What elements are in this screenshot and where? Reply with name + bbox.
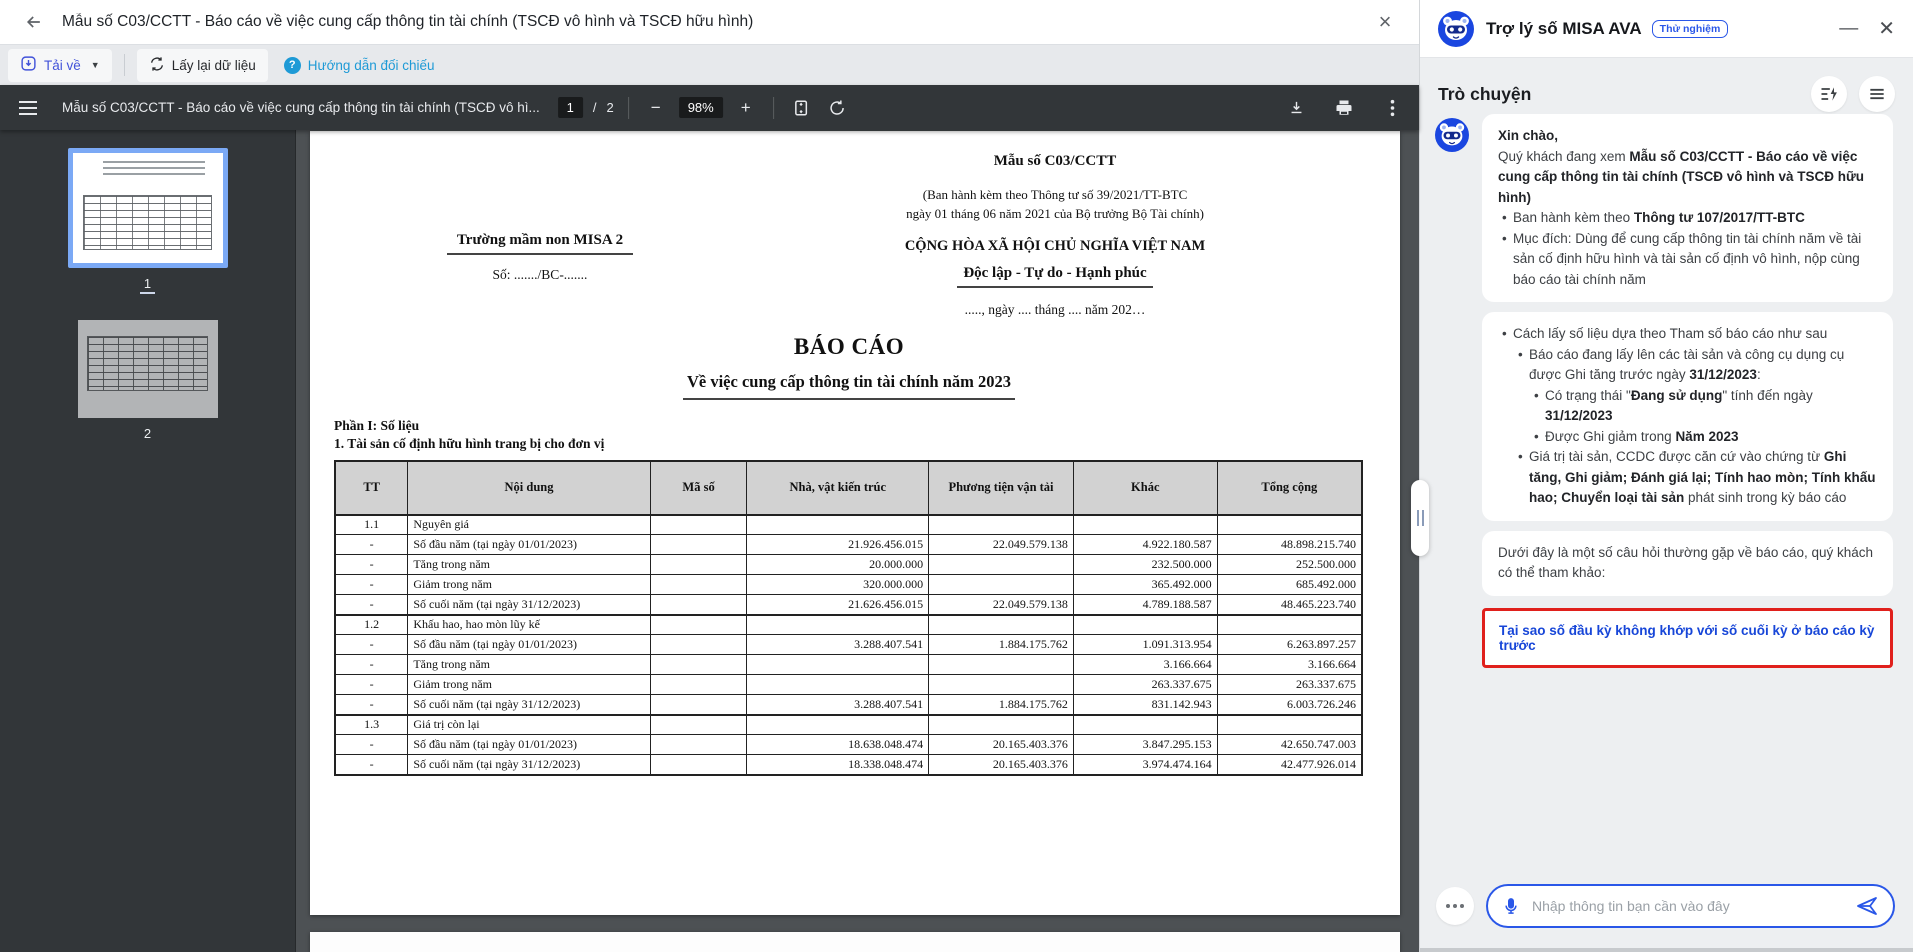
table-cell: 18.338.048.474 bbox=[747, 755, 929, 775]
table-cell: - bbox=[335, 575, 408, 595]
close-panel-icon[interactable]: ✕ bbox=[1878, 18, 1895, 40]
table-cell: - bbox=[335, 635, 408, 655]
national-title: CỘNG HÒA XÃ HỘI CHỦ NGHĨA VIỆT NAM bbox=[904, 237, 1206, 254]
thumbnail-text-lines bbox=[103, 161, 205, 179]
total-pages: 2 bbox=[606, 100, 614, 115]
table-cell: 263.337.675 bbox=[1217, 675, 1362, 695]
back-arrow-icon[interactable] bbox=[20, 8, 48, 36]
report-actionbar bbox=[0, 44, 1419, 85]
thumbnail-table-grid bbox=[83, 195, 212, 250]
table-cell bbox=[650, 575, 747, 595]
table-cell bbox=[929, 715, 1074, 735]
chat-bubble: Xin chào, Quý khách đang xem Mẫu số C03/CCTT - Báo cáo về việc cung cấp thông tin tài chính (TSCĐ vô hình và TSCĐ hữu hình) • Ban hành kèm theo Thông tư 107/2017/TT-BTC • Mục đích: Dùng để cung cấp thông tin tài chính năm về tài sản cố định hữu hình và tài sản cố định vô hình, nộp cùng báo cáo tài chính năm bbox=[1482, 114, 1893, 302]
report-title: BÁO CÁO bbox=[793, 333, 905, 359]
chat-input-pill[interactable] bbox=[1486, 884, 1895, 928]
chat-input[interactable] bbox=[1532, 898, 1853, 914]
table-row bbox=[335, 755, 1362, 775]
page-thumbnail-2[interactable] bbox=[78, 320, 218, 418]
table-row bbox=[335, 655, 1362, 675]
chat-input-bar bbox=[1420, 874, 1913, 952]
pdf-toolbar-right bbox=[1283, 95, 1405, 121]
table-cell: Nguyên giá bbox=[408, 515, 650, 535]
pdf-canvas bbox=[296, 130, 1419, 952]
table-row bbox=[335, 615, 1362, 635]
table-cell: 365.492.000 bbox=[1073, 575, 1217, 595]
table-cell bbox=[1073, 715, 1217, 735]
table-cell bbox=[929, 655, 1074, 675]
table-header: Phương tiện vận tải bbox=[929, 461, 1074, 515]
table-cell bbox=[650, 715, 747, 735]
table-cell: 1.884.175.762 bbox=[929, 695, 1074, 715]
table-cell bbox=[650, 515, 747, 535]
table-cell bbox=[650, 755, 747, 775]
table-cell: - bbox=[335, 755, 408, 775]
table-cell: Số cuối năm (tại ngày 31/12/2023) bbox=[408, 595, 650, 615]
page-separator: / bbox=[592, 100, 597, 115]
issued-line-2: ngày 01 tháng 06 năm 2021 của Bộ trưởng Bộ Tài chính) bbox=[906, 205, 1204, 221]
table-header: Nhà, vật kiến trúc bbox=[747, 461, 929, 515]
faq-suggestion-button[interactable]: Tại sao số đầu kỳ không khớp với số cuối kỳ ở báo cáo kỳ trước bbox=[1482, 608, 1893, 668]
org-name: Trường mầm non MISA 2 bbox=[447, 232, 633, 255]
download-box-icon bbox=[20, 55, 37, 75]
table-row bbox=[335, 635, 1362, 655]
table-cell: 20.165.403.376 bbox=[929, 755, 1074, 775]
table-cell: 232.500.000 bbox=[1073, 555, 1217, 575]
thumbnail-label-2[interactable]: 2 bbox=[143, 426, 152, 441]
refresh-button-label: Lấy lại dữ liệu bbox=[171, 57, 256, 73]
table-cell: Tăng trong năm bbox=[408, 555, 650, 575]
table-cell bbox=[650, 615, 747, 635]
table-cell bbox=[650, 695, 747, 715]
issued-line-1: (Ban hành kèm theo Thông tư số 39/2021/TT-BTC bbox=[922, 187, 1188, 202]
table-cell: 1.1 bbox=[335, 515, 408, 535]
assistant-panel bbox=[1419, 0, 1913, 952]
window-title: Mẫu số C03/CCTT - Báo cáo về việc cung cấp thông tin tài chính (TSCĐ vô hình và TSCĐ hữu hình) bbox=[62, 13, 754, 30]
table-cell bbox=[747, 515, 929, 535]
table-header: TT bbox=[335, 461, 408, 515]
table-cell bbox=[1073, 515, 1217, 535]
window-titlebar bbox=[0, 0, 1419, 44]
chat-bubble: Dưới đây là một số câu hỏi thường gặp về báo cáo, quý khách có thể tham khảo: bbox=[1482, 531, 1893, 596]
table-row bbox=[335, 535, 1362, 555]
table-row bbox=[335, 595, 1362, 615]
table-cell bbox=[1217, 615, 1362, 635]
table-cell bbox=[747, 715, 929, 735]
form-number: Mẫu số C03/CCTT bbox=[993, 153, 1117, 169]
thumbnail-sidebar bbox=[0, 130, 296, 952]
table-cell: 6.263.897.257 bbox=[1217, 635, 1362, 655]
print-icon[interactable] bbox=[1331, 95, 1357, 121]
table-cell: 3.166.664 bbox=[1217, 655, 1362, 675]
table-cell: Khấu hao, hao mòn lũy kế bbox=[408, 615, 650, 635]
pdf-body bbox=[0, 130, 1419, 952]
table-cell: 22.049.579.138 bbox=[929, 535, 1074, 555]
table-cell: Số đầu năm (tại ngày 01/01/2023) bbox=[408, 635, 650, 655]
table-cell: 21.926.456.015 bbox=[747, 535, 929, 555]
table-cell bbox=[650, 655, 747, 675]
table-cell bbox=[1217, 715, 1362, 735]
table-cell: 1.2 bbox=[335, 615, 408, 635]
refresh-data-button[interactable] bbox=[137, 49, 268, 82]
table-cell bbox=[650, 735, 747, 755]
table-cell: 3.288.407.541 bbox=[747, 695, 929, 715]
table-cell: - bbox=[335, 595, 408, 615]
table-cell bbox=[747, 615, 929, 635]
minimize-icon[interactable]: — bbox=[1839, 17, 1859, 39]
table-cell: 1.3 bbox=[335, 715, 408, 735]
table-cell: Số đầu năm (tại ngày 01/01/2023) bbox=[408, 535, 650, 555]
table-row bbox=[335, 695, 1362, 715]
guide-link-label: Hướng dẫn đối chiếu bbox=[307, 57, 435, 73]
actionbar-divider bbox=[124, 54, 125, 76]
table-header: Mã số bbox=[650, 461, 747, 515]
table-cell: 20.000.000 bbox=[747, 555, 929, 575]
table-cell: - bbox=[335, 735, 408, 755]
toolbar-divider bbox=[773, 97, 774, 119]
table-cell: Giảm trong năm bbox=[408, 575, 650, 595]
table-cell: - bbox=[335, 535, 408, 555]
toolbar-divider bbox=[628, 97, 629, 119]
table-cell: 42.650.747.003 bbox=[1217, 735, 1362, 755]
report-subtitle: Về việc cung cấp thông tin tài chính năm 2023 bbox=[683, 372, 1015, 400]
table-cell: 6.003.726.246 bbox=[1217, 695, 1362, 715]
more-options-icon[interactable] bbox=[1379, 95, 1405, 121]
report-page-1 bbox=[310, 131, 1400, 915]
zoom-in-button[interactable]: + bbox=[740, 97, 751, 117]
table-cell: 3.166.664 bbox=[1073, 655, 1217, 675]
section-heading-1: Phần I: Số liệu bbox=[334, 417, 420, 433]
table-cell: 252.500.000 bbox=[1217, 555, 1362, 575]
report-table bbox=[334, 460, 1363, 776]
table-cell: Tăng trong năm bbox=[408, 655, 650, 675]
chevron-down-icon[interactable]: ▼ bbox=[90, 60, 100, 70]
pdf-toolbar bbox=[0, 85, 1419, 130]
comparison-guide-link[interactable] bbox=[284, 57, 435, 74]
chat-message-row bbox=[1435, 531, 1893, 596]
panel-resize-handle[interactable] bbox=[1411, 480, 1429, 556]
table-cell bbox=[1073, 615, 1217, 635]
table-cell: 22.049.579.138 bbox=[929, 595, 1074, 615]
table-cell: Số đầu năm (tại ngày 01/01/2023) bbox=[408, 735, 650, 755]
table-cell: 21.626.456.015 bbox=[747, 595, 929, 615]
table-cell: 1.091.313.954 bbox=[1073, 635, 1217, 655]
table-row bbox=[335, 555, 1362, 575]
table-cell: 48.465.223.740 bbox=[1217, 595, 1362, 615]
microphone-icon[interactable] bbox=[1498, 893, 1524, 919]
page-thumbnail-1[interactable] bbox=[68, 148, 228, 268]
fit-to-page-icon[interactable] bbox=[788, 95, 814, 121]
chat-message-row bbox=[1435, 312, 1893, 521]
table-cell: 263.337.675 bbox=[1073, 675, 1217, 695]
chat-messages bbox=[1420, 110, 1913, 874]
report-page-2-edge bbox=[310, 932, 1400, 952]
table-header: Nội dung bbox=[408, 461, 650, 515]
table-cell: 3.847.295.153 bbox=[1073, 735, 1217, 755]
table-cell: Giá trị còn lại bbox=[408, 715, 650, 735]
table-cell bbox=[747, 675, 929, 695]
thumbnail-label-1[interactable]: 1 bbox=[140, 276, 155, 294]
help-circle-icon: ? bbox=[284, 57, 301, 74]
table-row bbox=[335, 675, 1362, 695]
chat-message-row bbox=[1435, 114, 1893, 302]
pdf-toolbar-center bbox=[558, 95, 850, 121]
table-cell: - bbox=[335, 695, 408, 715]
table-cell: 320.000.000 bbox=[747, 575, 929, 595]
table-cell: 4.789.188.587 bbox=[1073, 595, 1217, 615]
table-cell: 685.492.000 bbox=[1217, 575, 1362, 595]
pdf-document-title: Mẫu số C03/CCTT - Báo cáo về việc cung cấp thông tin tài chính (TSCĐ vô hì... bbox=[62, 100, 540, 115]
download-report-button[interactable] bbox=[8, 49, 112, 82]
zoom-out-button[interactable]: − bbox=[650, 97, 661, 117]
new-chat-icon[interactable] bbox=[1811, 76, 1847, 112]
table-cell: 48.898.215.740 bbox=[1217, 535, 1362, 555]
table-cell bbox=[929, 615, 1074, 635]
beta-badge: Thử nghiệm bbox=[1652, 20, 1729, 38]
chat-heading: Trò chuyện bbox=[1438, 83, 1532, 104]
table-cell bbox=[929, 575, 1074, 595]
download-pdf-icon[interactable] bbox=[1283, 95, 1309, 121]
table-cell bbox=[747, 655, 929, 675]
table-cell: 20.165.403.376 bbox=[929, 735, 1074, 755]
section-heading-2: 1. Tài sản cố định hữu hình trang bị cho đơn vị bbox=[334, 435, 605, 451]
table-cell: 3.974.474.164 bbox=[1073, 755, 1217, 775]
table-row bbox=[335, 735, 1362, 755]
assistant-title: Trợ lý số MISA AVA bbox=[1486, 18, 1642, 38]
report-table-body bbox=[335, 515, 1362, 775]
table-cell bbox=[650, 635, 747, 655]
more-actions-icon[interactable] bbox=[1436, 887, 1474, 925]
table-cell: Số cuối năm (tại ngày 31/12/2023) bbox=[408, 695, 650, 715]
table-cell: - bbox=[335, 675, 408, 695]
date-line: ....., ngày .... tháng .... năm 202… bbox=[964, 301, 1146, 317]
assistant-header bbox=[1420, 0, 1913, 58]
table-cell bbox=[650, 555, 747, 575]
table-cell: - bbox=[335, 655, 408, 675]
table-cell: 1.884.175.762 bbox=[929, 635, 1074, 655]
table-cell bbox=[1217, 515, 1362, 535]
suggestion-row bbox=[1435, 608, 1893, 668]
chat-menu-icon[interactable] bbox=[1859, 76, 1895, 112]
table-cell: 831.142.943 bbox=[1073, 695, 1217, 715]
refresh-icon bbox=[149, 56, 165, 75]
pdf-menu-icon[interactable] bbox=[8, 101, 48, 115]
table-cell: Số cuối năm (tại ngày 31/12/2023) bbox=[408, 755, 650, 775]
chat-bubble: • Cách lấy số liệu dựa theo Tham số báo cáo như sau • Báo cáo đang lấy lên các tài sản và công cụ dụng cụ được Ghi tăng trước ngày 31/12/2023: • Có trạng thái "Đang sử dụng" tính đến ngày 31/12/2023 • Được Ghi giảm trong Năm 2023 • Giá trị tài sản, CCDC được căn cứ vào chứng từ Ghi tăng, Ghi giảm; Đánh giá lại; Tính hao mòn; Tính khấu hao; Chuyển loại tài sản phát sinh trong kỳ báo cáo bbox=[1482, 312, 1893, 521]
table-cell bbox=[650, 675, 747, 695]
rotate-icon[interactable] bbox=[824, 95, 850, 121]
national-motto: Độc lập - Tự do - Hạnh phúc bbox=[957, 265, 1152, 288]
table-cell bbox=[929, 515, 1074, 535]
report-table-header-row bbox=[335, 461, 1362, 515]
table-cell bbox=[929, 675, 1074, 695]
table-cell: 18.638.048.474 bbox=[747, 735, 929, 755]
table-header: Tổng cộng bbox=[1217, 461, 1362, 515]
table-cell bbox=[650, 535, 747, 555]
table-cell: 4.922.180.587 bbox=[1073, 535, 1217, 555]
table-header: Khác bbox=[1073, 461, 1217, 515]
zoom-level[interactable]: 98% bbox=[679, 97, 723, 118]
current-page-input[interactable]: 1 bbox=[558, 97, 583, 118]
table-cell: 42.477.926.014 bbox=[1217, 755, 1362, 775]
table-row bbox=[335, 715, 1362, 735]
send-icon[interactable] bbox=[1853, 892, 1881, 920]
assistant-avatar bbox=[1435, 118, 1469, 152]
chat-heading-row bbox=[1420, 58, 1913, 118]
table-row bbox=[335, 575, 1362, 595]
table-cell: 3.288.407.541 bbox=[747, 635, 929, 655]
misa-ava-logo-icon bbox=[1438, 11, 1474, 47]
table-cell: - bbox=[335, 555, 408, 575]
close-window-icon[interactable]: × bbox=[1378, 9, 1392, 34]
download-button-label: Tải về bbox=[44, 57, 81, 73]
table-cell bbox=[929, 555, 1074, 575]
table-row bbox=[335, 515, 1362, 535]
table-cell bbox=[650, 595, 747, 615]
table-cell: Giảm trong năm bbox=[408, 675, 650, 695]
thumbnail-table-grid bbox=[87, 336, 207, 391]
doc-number: Số: ......./BC-....... bbox=[492, 267, 588, 282]
